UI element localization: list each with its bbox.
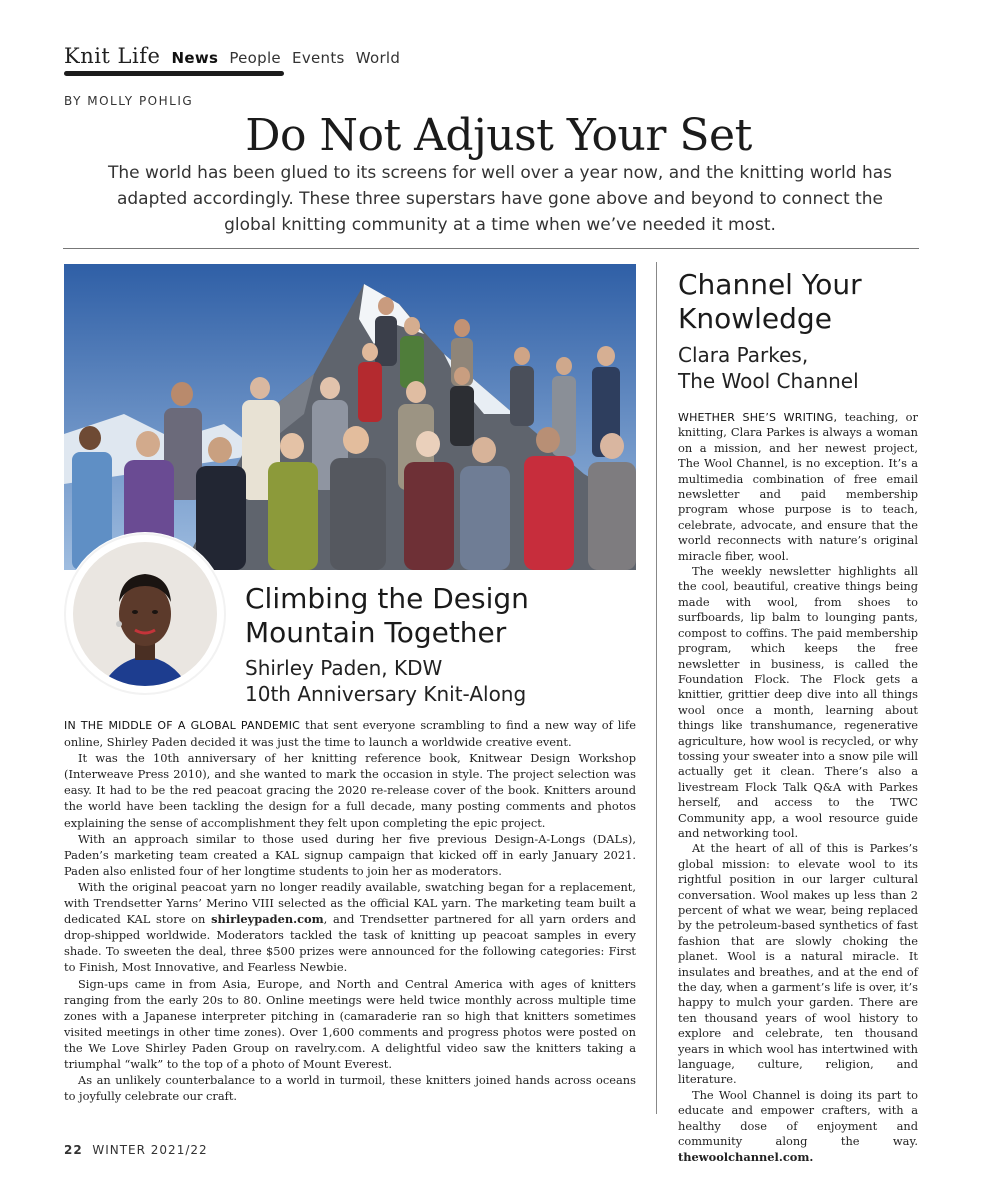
nav-tab-news[interactable]: News [171, 49, 219, 67]
nav-tab-world[interactable]: World [355, 49, 401, 67]
feature-right-p2: The weekly newsletter highlights all the cool, beautiful, creative things being made with wool, from shoes to surfboards, lip balm to lounging pants, compost to coffins. The paid membership program, which keeps the free newsletter in business, is called the Foundation Flock. The Flock gets a knittier, grittier deep dive into all things wool once a month, learning about things like transhumance, regenerative agriculture, how wool is recycled, or why tossing your sweater into a snow pile will actually get it clean. There’s also a livestream Flock Talk Q&A with Parkes herself, and access to the TWC Community app, a wool resource guide and networking tool. [678, 564, 918, 840]
feature-right-p1 [678, 410, 918, 564]
feature-right-name-line1: Clara Parkes, [678, 343, 809, 367]
dek: The world has been glued to its screens for well over a year now, and the knitting world has adapted accordingly. These three superstars have gone above and beyond to connect the global knitting community at a time when we’ve needed it most. [107, 163, 893, 235]
page-number: 22 [64, 1143, 83, 1157]
feature-right-p4 [678, 1088, 918, 1165]
feature-right-subject [678, 342, 859, 394]
feature-left-lead-caps: IN THE MIDDLE OF A GLOBAL PANDEMIC [64, 719, 301, 732]
author-portrait [63, 532, 227, 696]
feature-left-title-line1: Climbing the Design [245, 582, 529, 615]
woolchannel-link[interactable]: thewoolchannel.com. [678, 1149, 814, 1164]
feature-left-subject [245, 655, 526, 707]
section-nav [64, 44, 400, 68]
feature-right-p4-text: The Wool Channel is doing its part to educate and empower crafters, with a healthy dose of enjoyment and community along the way. [678, 1087, 918, 1149]
section-underline [64, 71, 284, 76]
feature-left-title [245, 582, 529, 650]
feature-right-name-line2: The Wool Channel [678, 369, 859, 393]
feature-left-name-line2: 10th Anniversary Knit-Along [245, 682, 527, 706]
feature-left-lead-rest: that sent everyone scrambling to find a new way of life online, Shirley Paden decided it was just the time to launch a worldwide creative event. [64, 718, 636, 750]
feature-left-body [64, 717, 636, 1104]
feature-right-body [678, 410, 918, 1165]
column-divider [656, 262, 657, 1114]
feature-left-p3: With an approach similar to those used during her five previous Design-A-Longs (DALs), Paden’s marketing team created a KAL signup campaign that kicked off in early January 2021. Paden also enlisted four of her longtime students to join her as moderators. [64, 831, 636, 878]
nav-tab-events[interactable]: Events [292, 49, 345, 67]
feature-left-p6: As an unlikely counterbalance to a world in turmoil, these knitters joined hands across oceans to joyfully celebrate our craft. [64, 1073, 636, 1104]
headline: Do Not Adjust Your Set [245, 110, 752, 161]
group-photo [64, 264, 636, 570]
feature-left-p2: It was the 10th anniversary of her knitting reference book, Knitwear Design Workshop (Interweave Press 2010), and she wanted to mark the occasion in style. The project selection was easy. It had to be the red peacoat gracing the 2020 re-release cover of the book. Knitters around the world have been tackling the design for a full decade, many posting comments and photos explaining the sense of accomplishment they felt upon completing the epic project. [64, 751, 636, 830]
feature-left-p1 [64, 717, 636, 750]
feature-right-lead-caps: WHETHER SHE’S WRITING, [678, 411, 838, 424]
feature-left-title-line2: Mountain Together [245, 616, 507, 649]
feature-right-lead-rest: teaching, or knitting, Clara Parkes is always a woman on a mission, and her newest project, The Wool Channel, is no exception. It’s a multimedia combination of free email newsletter and paid membership program whose purpose is to teach, celebrate, advocate, and ensure that the world reconnects with nature’s original miracle fiber, wool. [678, 410, 918, 563]
feature-right-p3: At the heart of all of this is Parkes’s global mission: to elevate wool to its rightful position in our larger cultural conversation. Wool makes up less than 2 percent of what we wear, being replaced by the petroleum-based synthetics of fast fashion that are slowly choking the planet. Wool is a natural miracle. It insulates and breathes, and at the end of the day, when a garment’s life is over, it’s happy to mulch your garden. There are ten thousand years of wool history to explore and celebrate, ten thousand years in which wool has intertwined with language, culture, religion, and literature. [678, 841, 918, 1087]
feature-right-title-line1: Channel Your [678, 268, 862, 301]
shirleypaden-link[interactable]: shirleypaden.com [211, 912, 324, 927]
byline: BY MOLLY POHLIG [64, 94, 194, 108]
nav-tab-people[interactable]: People [229, 49, 281, 67]
feature-left-p4-a: With the original peacoat yarn no longer readily available, swatching began for a replacement, with Trendsetter Yarns’ Merino VIII selected as the official KAL yarn. The marketing team built a dedicated KAL store on [64, 879, 636, 927]
issue-label: WINTER 2021/22 [92, 1143, 208, 1157]
feature-left-name-line1: Shirley Paden, KDW [245, 656, 443, 680]
feature-left-p4 [64, 879, 636, 976]
header-rule [63, 248, 919, 249]
feature-right-title-line2: Knowledge [678, 302, 832, 335]
feature-right-title [678, 268, 862, 336]
feature-left-p4-b: , and Trendsetter partnered for all yarn orders and drop-shipped worldwide. Moderators tackled the task of knitting up peacoat samples in every shade. To sweeten the deal, three $500 prizes were announced for the following categories: First to Finish, Most Innovative, and Fearless Newbie. [64, 912, 636, 975]
feature-left-p5: Sign-ups came in from Asia, Europe, and North and Central America with ages of knitters ranging from the early 20s to 80. Online meetings were held twice monthly across multiple time zones with a Japanese interpreter pitching in (camaraderie ran so high that knitters sometimes visited meetings in other time zones). Over 1,600 comments and progress photos were posted on the We Love Shirley Paden Group on ravelry.com. A delightful video saw the knitters taking a triumphal “walk” to the top of a photo of Mount Everest. [64, 976, 636, 1071]
page-folio [64, 1143, 208, 1157]
section-brand: Knit Life [64, 44, 161, 68]
